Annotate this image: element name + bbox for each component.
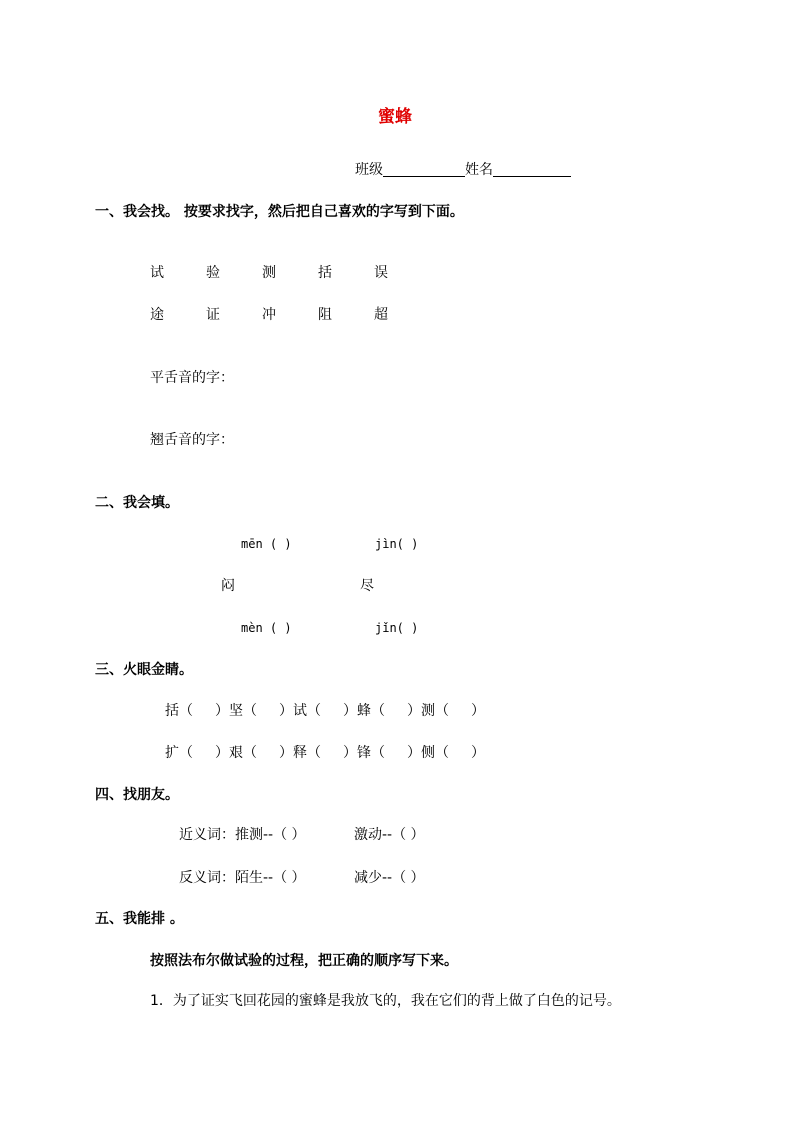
compare-cell: ）锋（ bbox=[343, 745, 385, 761]
antonym-label: 反义词： bbox=[179, 870, 235, 886]
compare-cell: 扩（ bbox=[165, 745, 193, 761]
class-label: 班级 bbox=[355, 162, 383, 178]
compare-cell: ）蜂（ bbox=[343, 703, 385, 719]
compare-cell: ）艰（ bbox=[215, 745, 257, 761]
compare-cell: ）侧（ bbox=[407, 745, 449, 761]
char-row-2-4: 阻 bbox=[318, 307, 332, 323]
char-row-1-2: 验 bbox=[206, 265, 220, 281]
compare-cell: ） bbox=[471, 703, 485, 719]
section3-heading: 三、火眼金睛。 bbox=[95, 662, 193, 678]
pinyin-top-2: jìn( ) bbox=[375, 537, 419, 551]
class-blank[interactable] bbox=[383, 162, 465, 177]
section1-heading: 一、我会找。 按要求找字，然后把自己喜欢的字写到下面。 bbox=[95, 204, 464, 220]
synonym-item-1: 推测--（ ） bbox=[235, 827, 306, 843]
char-row-1-4: 括 bbox=[318, 265, 332, 281]
name-blank[interactable] bbox=[493, 162, 571, 177]
flat-tongue-label: 平舌音的字： bbox=[150, 370, 234, 386]
char-row-2-2: 证 bbox=[206, 307, 220, 323]
char-row-2-5: 超 bbox=[374, 307, 388, 323]
pinyin-bottom-2: jǐn( ) bbox=[375, 621, 419, 635]
polyphone-char-1: 闷 bbox=[221, 578, 235, 594]
compare-cell: 括（ bbox=[165, 703, 193, 719]
char-row-2-3: 冲 bbox=[262, 307, 276, 323]
compare-row-2 bbox=[165, 746, 485, 760]
name-label: 姓名 bbox=[465, 162, 493, 178]
pinyin-bottom-1: mèn ( ) bbox=[241, 621, 292, 635]
pinyin-top-1: mēn ( ) bbox=[241, 537, 292, 551]
compare-cell: ）释（ bbox=[279, 745, 321, 761]
char-row-2-1: 途 bbox=[150, 307, 164, 323]
synonym-label: 近义词： bbox=[179, 827, 235, 843]
retroflex-label: 翘舌音的字： bbox=[150, 432, 234, 448]
section4-heading: 四、找朋友。 bbox=[95, 787, 179, 803]
char-row-1-5: 误 bbox=[374, 265, 388, 281]
section5-instruction: 按照法布尔做试验的过程，把正确的顺序写下来。 bbox=[150, 953, 458, 969]
section5-heading: 五、我能排 。 bbox=[95, 911, 184, 927]
polyphone-char-2: 尽 bbox=[360, 578, 374, 594]
char-row-1-1: 试 bbox=[150, 265, 164, 281]
compare-cell: ）试（ bbox=[279, 703, 321, 719]
compare-cell: ）坚（ bbox=[215, 703, 257, 719]
compare-cell: ） bbox=[471, 745, 485, 761]
antonym-item-2: 减少--（ ） bbox=[354, 870, 425, 886]
section2-heading: 二、我会填。 bbox=[95, 495, 179, 511]
page-title: 蜜蜂 bbox=[378, 107, 412, 127]
sequence-item-1: 1．为了证实飞回花园的蜜蜂是我放飞的，我在它们的背上做了白色的记号。 bbox=[150, 993, 621, 1009]
compare-row-1 bbox=[165, 704, 485, 718]
synonym-item-2: 激动--（ ） bbox=[354, 827, 425, 843]
char-row-1-3: 测 bbox=[262, 265, 276, 281]
student-info-line bbox=[355, 162, 571, 177]
antonym-item-1: 陌生--（ ） bbox=[235, 870, 306, 886]
compare-cell: ）测（ bbox=[407, 703, 449, 719]
